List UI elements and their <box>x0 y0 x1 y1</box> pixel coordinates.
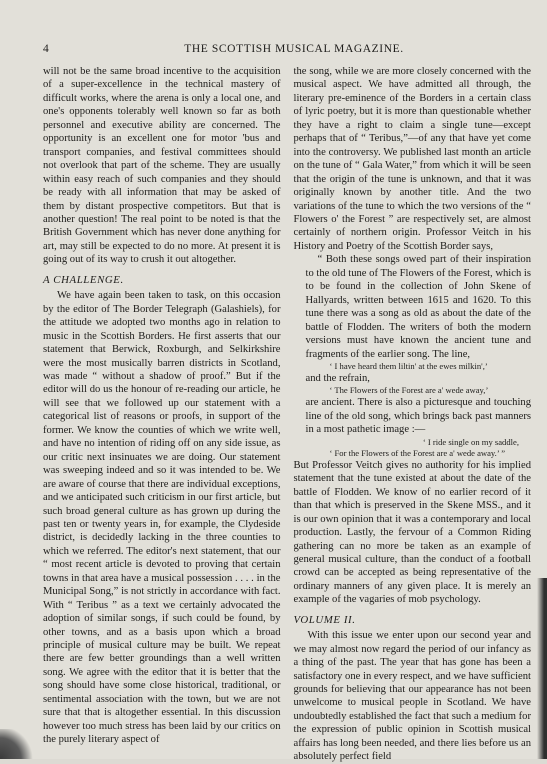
quote-paragraph: “ Both these songs owed part of their inspiration to the old tune of The Flowers of the Forest, which is to be found in the collection of John Skene of Hallyards, written between 1615 and 1620. To this tune there was a song as old as about the date of the battle of Flodden. The writers of both the modern versions must have known the ancient tune and fragments of the earlier song. The line, <box>305 254 531 360</box>
section-heading-challenge: A CHALLENGE. <box>43 273 124 286</box>
verse-line: ‘ The Flowers of the Forest are a' wede away,’ <box>329 385 489 396</box>
quote-text: and the refrain, <box>305 372 370 384</box>
paragraph: the song, while we are more closely concerned with the musical aspect. We have admitted all through, the literary pre-eminence of the Borders in a certain class of lyric poetry, but it is more than questionable whether they have a right to claim a single tune—except perhaps that of “ Teribus,”—of any that have yet come into the controversy. We published last month an article on the tune of “ Gala Water,” from which it will be seen that the origin of the tune is unknown, and that it was originally known by another title. And the two variations of the tune to which the two versions of the “ Flowers o' the Forest ” are respectively set, are almost certainly of northern origin. Professor Veitch in his History and Poetry of the Scottish Border says, <box>293 66 531 252</box>
verse-line: ‘ For the Flowers of the Forest are a' wede away.’ ” <box>329 447 506 458</box>
running-header <box>43 43 525 57</box>
paragraph: will not be the same broad incentive to the acquisition of a super-excellence in the technical mastery of difficult works, where the arena is only a local one, and one's opponents tolerably well known so far as both personnel and executive ability are concerned. The opportunity is an excellent one for motor 'bus and transport companies, and festival committees should not overlook that part of the scheme. They are usually within easy reach of such companies and they should be ready with all information that may be asked of them by distant prospective competitors. But that is another question! The real point to be noted is that the British Government which has never done anything for art, may still be expected to do no more. At present it is going out of its way to crush it out altogether. <box>43 66 281 266</box>
scan-shadow-edge <box>537 578 547 759</box>
magazine-title: THE SCOTTISH MUSICAL MAGAZINE. <box>184 43 404 55</box>
paragraph: But Professor Veitch gives no authority for his implied statement that the tune existed at about the date of the battle of Flodden. We know of no earlier record of it than that which is preserved in the Skene MSS., and it is our own opinion that it was a contemporary and local production. Lastly, the fervour of a Common Riding gathering can no more be taken as an example of general musical culture, than the conduct of a football crowd can be accepted as being representative of the ordinary manners of any given place. It is merely an example of the vagaries of mob psychology. <box>293 459 531 606</box>
quote-paragraph: are ancient. There is also a picturesque and touching line of the old song, which brings back past manners in a most pathetic image :— <box>305 397 531 436</box>
verse-line: ‘ I ride single on my saddle, <box>422 436 519 447</box>
right-column <box>293 65 532 763</box>
section-heading-volume: VOLUME II. <box>293 613 356 626</box>
block-quote <box>306 253 532 458</box>
verse-line: ‘ I have heard them liltin' at the ewes milkin',’ <box>329 360 488 371</box>
scan-shadow-corner <box>0 729 36 759</box>
text-columns <box>43 65 531 763</box>
paragraph: We have again been taken to task, on this occasion by the editor of The Border Telegraph (Galashiels), for the attitude we adopted two months ago in relation to music in the Scottish Borders. He first asserts that our statement that Berwick, Roxburgh, and Selkirkshire were the most musically barren districts in Scotland, was made “ without a shadow of proof.” But if the editor will do us the honour of re-reading our article, he will see that we followed up our statement with a categorical list of reasons or proofs, in support of the former. We know the counties of which we write well, and have no intention of riding off on any side issue, as our critic next insinuates we are doing. Our statement was sweeping indeed and so it was intended to be. We are aware of course that there are individual exceptions, and we anticipated such criticism in our first article, but such broad general culture as has grown up during the past ten or twenty years in, for example, the Clydeside district, is decidedly lacking in the three counties to which we referred. The editor's next statement, that our “ most recent article is devoted to proving that certain towns in that area have a musical possession . . . . in the Municipal Song,” is not strictly in accordance with fact. With “ Teribus ” as a text we certainly advocated the adoption of similar songs, if such could be found, by other towns, and as a basis upon which a broad principle of musical culture may be built. We repeat there are few better groundings than a well written song. We agree with the editor that it is better that the song should have some close historical, traditional, or sentimental association with the town, but we are not sure that that is altogether essential. In this discussion however too much stress has been laid by our critics on the purely literary aspect of <box>43 290 281 746</box>
page-number: 4 <box>43 43 50 55</box>
paragraph: With this issue we enter upon our second year and we may almost now regard the period of our infancy as a thing of the past. The year that has gone has been a satisfactory one in every respect, and we have sufficient grounds for believing that our appearance has not been unwelcome to musical people in Scotland. We have undoubtedly established the fact that such a medium for the expression of public opinion in Scottish musical affairs has long been needed, and there lies before us an absolutely perfect field <box>293 630 531 763</box>
left-column <box>43 65 281 759</box>
